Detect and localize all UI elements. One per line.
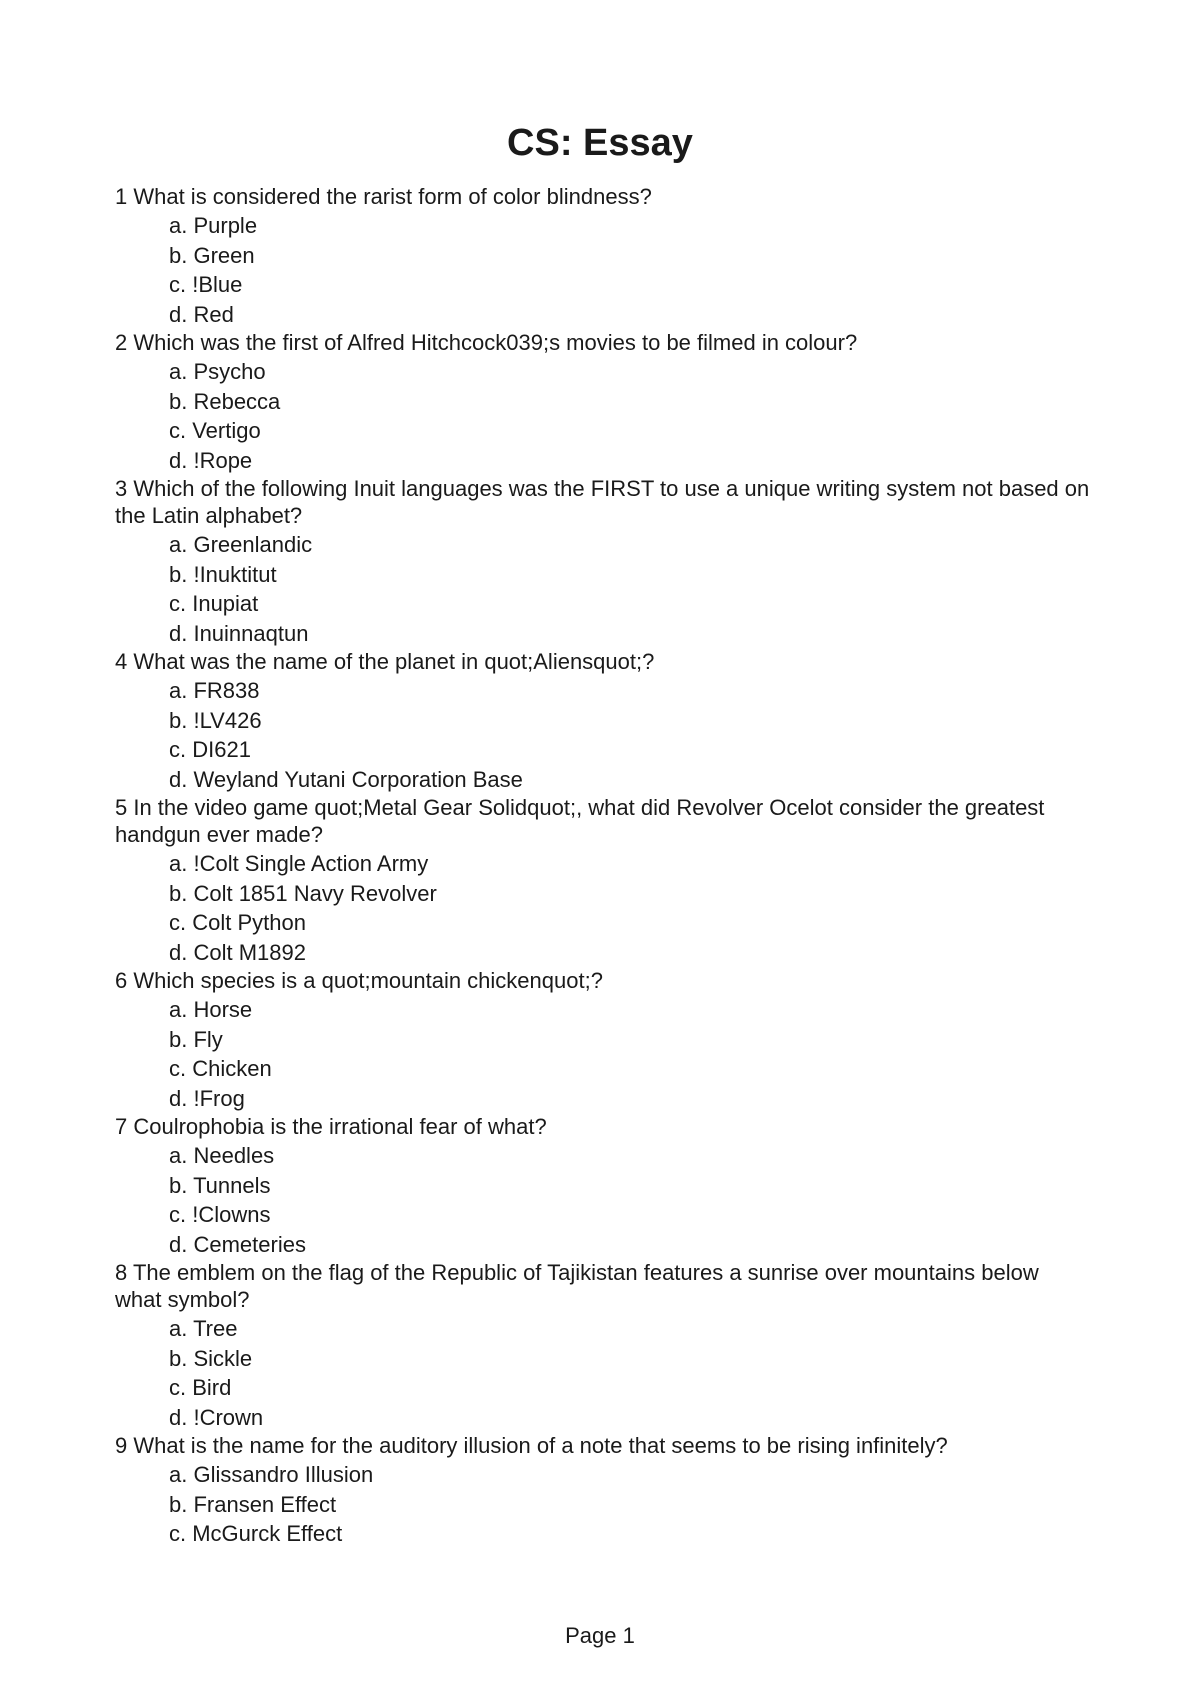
question-text: 8 The emblem on the flag of the Republic of Tajikistan features a sunrise over mountains below what symbol?	[115, 1260, 1039, 1312]
question-item	[115, 1113, 1090, 1259]
answer-option: c. !Blue	[169, 272, 243, 297]
question-text: 9 What is the name for the auditory illusion of a note that seems to be rising infinitely?	[115, 1433, 948, 1458]
answer-option: c. DI621	[169, 737, 251, 762]
answer-option: b. Colt 1851 Navy Revolver	[169, 880, 437, 906]
document-title: CS: Essay	[507, 122, 693, 164]
question-item	[115, 183, 1090, 329]
answer-option: c. McGurck Effect	[169, 1521, 343, 1546]
question-text: 1 What is considered the rarist form of color blindness?	[115, 184, 652, 209]
question-item	[115, 1432, 1090, 1549]
answer-option: d. !Rope	[169, 447, 253, 473]
answer-option: c. Vertigo	[169, 418, 261, 443]
question-text: 2 Which was the first of Alfred Hitchcock039;s movies to be filmed in colour?	[115, 330, 858, 355]
answer-options	[115, 357, 1090, 475]
answer-options	[115, 676, 1090, 794]
question-text: 3 Which of the following Inuit languages was the FIRST to use a unique writing system not based on the Latin alphabet?	[115, 476, 1090, 528]
answer-option: a. FR838	[169, 678, 260, 703]
answer-options	[115, 211, 1090, 329]
answer-option: b. Rebecca	[169, 388, 281, 414]
answer-option: b. Tunnels	[169, 1172, 271, 1198]
question-item	[115, 1259, 1090, 1432]
answer-option: a. Glissandro Illusion	[169, 1462, 374, 1487]
answer-option: d. Weyland Yutani Corporation Base	[169, 766, 523, 792]
question-text: 7 Coulrophobia is the irrational fear of what?	[115, 1114, 547, 1139]
answer-option: d. Colt M1892	[169, 939, 306, 965]
page-number: Page 1	[565, 1623, 635, 1648]
answer-option: c. !Clowns	[169, 1202, 271, 1227]
answer-option: b. Fly	[169, 1026, 223, 1052]
answer-options	[115, 530, 1090, 648]
answer-option: b. !Inuktitut	[169, 561, 277, 587]
question-item	[115, 794, 1090, 967]
question-text: 4 What was the name of the planet in quot;Aliensquot;?	[115, 649, 655, 674]
answer-option: d. Inuinnaqtun	[169, 620, 309, 646]
question-item	[115, 967, 1090, 1113]
answer-options	[115, 1141, 1090, 1259]
answer-option: d. !Crown	[169, 1404, 264, 1430]
question-list	[115, 183, 1090, 1549]
answer-option: a. Greenlandic	[169, 532, 313, 557]
question-item	[115, 329, 1090, 475]
question-text: 6 Which species is a quot;mountain chickenquot;?	[115, 968, 603, 993]
answer-option: a. !Colt Single Action Army	[169, 851, 429, 876]
answer-option: d. Red	[169, 301, 234, 327]
answer-options	[115, 1460, 1090, 1549]
answer-option: c. Bird	[169, 1375, 232, 1400]
answer-option: a. Purple	[169, 213, 258, 238]
answer-options	[115, 849, 1090, 967]
answer-option: a. Horse	[169, 997, 253, 1022]
answer-option: c. Chicken	[169, 1056, 272, 1081]
answer-option: a. Needles	[169, 1143, 275, 1168]
answer-option: c. Inupiat	[169, 591, 259, 616]
answer-option: b. Sickle	[169, 1345, 253, 1371]
question-text: 5 In the video game quot;Metal Gear Solidquot;, what did Revolver Ocelot consider the greatest handgun ever made?	[115, 795, 1045, 847]
answer-option: d. !Frog	[169, 1085, 245, 1111]
answer-option: a. Tree	[169, 1316, 238, 1341]
answer-option: b. !LV426	[169, 707, 262, 733]
question-item	[115, 648, 1090, 794]
answer-options	[115, 1314, 1090, 1432]
answer-options	[115, 995, 1090, 1113]
answer-option: b. Green	[169, 242, 255, 268]
question-item	[115, 475, 1090, 648]
answer-option: d. Cemeteries	[169, 1231, 306, 1257]
answer-option: c. Colt Python	[169, 910, 306, 935]
answer-option: a. Psycho	[169, 359, 266, 384]
answer-option: b. Fransen Effect	[169, 1491, 337, 1517]
